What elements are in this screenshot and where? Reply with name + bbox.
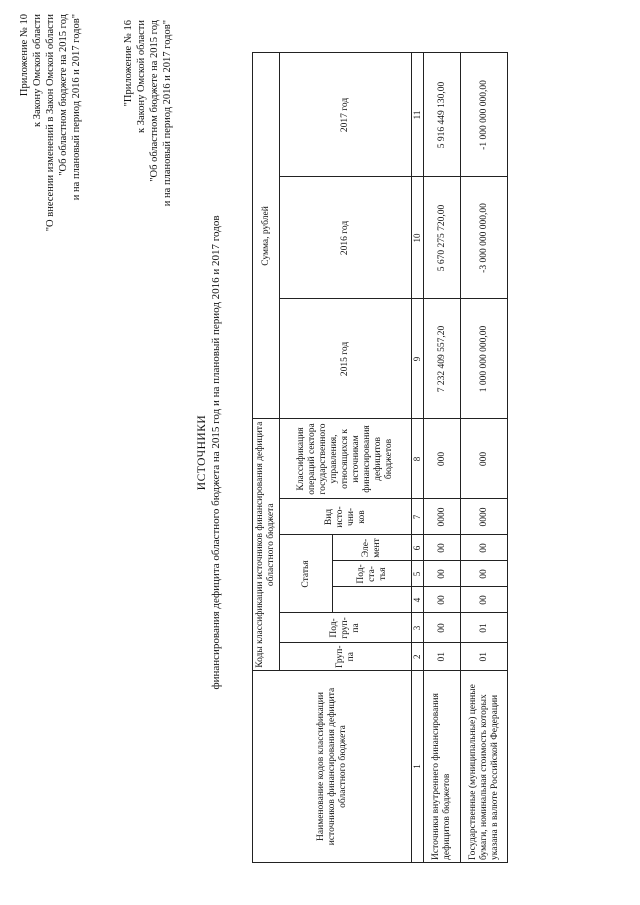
row-group: 01 (461, 643, 508, 671)
column-number: 7 (412, 499, 424, 535)
header-kind: Вид исто-чни-ков (280, 499, 412, 535)
column-number: 5 (412, 561, 424, 587)
table-row (461, 53, 508, 863)
column-number: 3 (412, 613, 424, 643)
header-2016: 2016 год (280, 177, 412, 299)
header-name: Наименование кодов классификации источников финансирования дефицита областного бюджета (253, 671, 412, 863)
header-class-ops: Классификация операций сектора государственного управления, относящихся к источникам финансирования дефицитов бюджетов (280, 419, 412, 499)
header-element: Эле-мент (333, 535, 412, 561)
row-2016: -3 000 000 000,00 (461, 177, 508, 299)
header-2017: 2017 год (280, 53, 412, 177)
row-subgroup: 01 (461, 613, 508, 643)
row-subarticle: 00 (424, 561, 461, 587)
appendix-line: "Об областном бюджете на 2015 год (149, 20, 160, 182)
header-row (253, 53, 280, 863)
header-group: Груп-па (280, 643, 412, 671)
appendix-original-heading (122, 20, 174, 206)
document-subtitle: финансирования дефицита областного бюджета на 2015 год и на плановый период 2016 и 2017 годов (210, 215, 222, 690)
appendix-line: "Об областном бюджете на 2015 год (58, 14, 69, 176)
row-2015: 7 232 409 557,20 (424, 299, 461, 419)
sources-table (252, 52, 508, 863)
row-element: 00 (424, 535, 461, 561)
column-number: 1 (412, 671, 424, 863)
header-article: Статья (280, 535, 333, 613)
appendix-line: к Закону Омской области (32, 14, 43, 128)
row-kind: 0000 (461, 499, 508, 535)
row-article: 00 (461, 587, 508, 613)
row-class-ops: 000 (461, 419, 508, 499)
row-element: 00 (461, 535, 508, 561)
header-2015: 2015 год (280, 299, 412, 419)
column-number: 2 (412, 643, 424, 671)
appendix-line: к Закону Омской области (136, 20, 147, 134)
row-subgroup: 00 (424, 613, 461, 643)
row-2015: 1 000 000 000,00 (461, 299, 508, 419)
appendix-line: и на плановый период 2016 и 2017 годов" (162, 20, 173, 207)
column-number-row (412, 53, 424, 863)
appendix-current-heading (18, 14, 83, 231)
row-kind: 0000 (424, 499, 461, 535)
row-name: Государственные (муниципальные) ценные бумаги, номинальная стоимость которых указана в валюте Российской Федерации (461, 671, 508, 863)
appendix-line: Приложение № 10 (19, 14, 30, 97)
appendix-line: и на плановый период 2016 и 2017 годов" (71, 14, 82, 201)
header-subgroup: Под-груп-па (280, 613, 412, 643)
row-group: 01 (424, 643, 461, 671)
column-number: 4 (412, 587, 424, 613)
column-number: 6 (412, 535, 424, 561)
table-row (424, 53, 461, 863)
appendix-line: "Приложение № 16 (123, 20, 134, 107)
document-title: ИСТОЧНИКИ (196, 414, 208, 491)
column-number: 8 (412, 419, 424, 499)
row-2017: -1 000 000 000,00 (461, 53, 508, 177)
appendix-line: "О внесении изменений в Закон Омской области (45, 14, 56, 232)
header-article-blank (333, 587, 412, 613)
row-2016: 5 670 275 720,00 (424, 177, 461, 299)
header-subarticle: Под-ста-тья (333, 561, 412, 587)
column-number: 11 (412, 53, 424, 177)
header-sum: Сумма, рублей (253, 53, 280, 419)
row-subarticle: 00 (461, 561, 508, 587)
row-2017: 5 916 449 130,00 (424, 53, 461, 177)
row-name: Источники внутреннего финансирования дефицитов бюджетов (424, 671, 461, 863)
row-class-ops: 000 (424, 419, 461, 499)
row-article: 00 (424, 587, 461, 613)
column-number: 10 (412, 177, 424, 299)
column-number: 9 (412, 299, 424, 419)
header-codes: Коды классификации источников финансирования дефицита областного бюджета (253, 419, 280, 671)
